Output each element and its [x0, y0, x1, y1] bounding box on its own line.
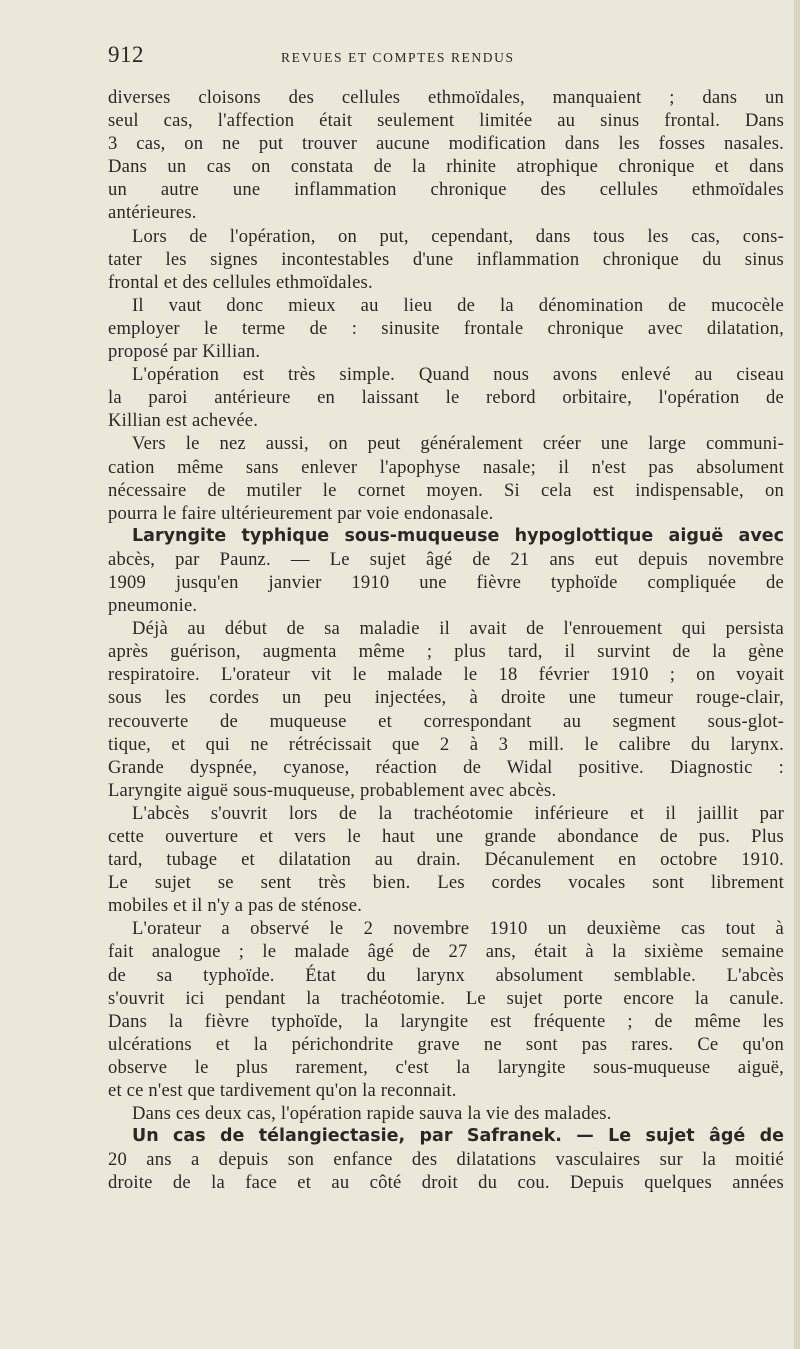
- page-edge: [794, 0, 800, 1349]
- text-line: 20 ans a depuis son enfance des dilatations vasculaires sur la moitié: [108, 1149, 784, 1171]
- text-line: frontal et des cellules ethmoïdales.: [108, 271, 373, 293]
- page-number: 912: [108, 42, 144, 67]
- text-line: seul cas, l'affection était seulement limitée au sinus frontal. Dans: [108, 110, 784, 132]
- text-line: proposé par Killian.: [108, 341, 261, 363]
- text-line: et ce n'est que tardivement qu'on la reconnait.: [108, 1080, 457, 1102]
- section-heading: Un cas de télangiectasie, par Safranek. — Le sujet âgé de: [132, 1126, 784, 1147]
- text-line: Il vaut donc mieux au lieu de la dénomination de mucocèle: [132, 294, 784, 316]
- text-line: Vers le nez aussi, on peut généralement créer une large communi-: [132, 433, 784, 455]
- text-line: sous les cordes un peu injectées, à droite une tumeur rouge-clair,: [108, 687, 784, 709]
- text-line: tater les signes incontestables d'une inflammation chronique du sinus: [108, 248, 784, 270]
- text-line: cette ouverture et vers le haut une grande abondance de pus. Plus: [108, 826, 784, 847]
- text-line: fait analogue ; le malade âgé de 27 ans, était à la sixième semaine: [108, 941, 784, 963]
- text-line: cation même sans enlever l'apophyse nasale; il n'est pas absolument: [108, 456, 784, 478]
- text-line: Dans un cas on constata de la rhinite atrophique chronique et dans: [108, 156, 784, 178]
- text-line: Le sujet se sent très bien. Les cordes vocales sont librement: [108, 872, 784, 894]
- text-line: diverses cloisons des cellules ethmoïdales, manquaient ; dans un: [108, 87, 784, 108]
- section-heading: Laryngite typhique sous-muqueuse hypoglottique aiguë avec: [132, 525, 784, 546]
- text-line: observe le plus rarement, c'est la laryngite sous-muqueuse aiguë,: [108, 1056, 784, 1078]
- text-line: L'orateur a observé le 2 novembre 1910 un deuxième cas tout à: [132, 918, 784, 940]
- text-line: respiratoire. L'orateur vit le malade le 18 février 1910 ; on voyait: [108, 664, 784, 686]
- text-line: L'opération est très simple. Quand nous avons enlevé au ciseau: [132, 364, 784, 386]
- text-line: tique, et qui ne rétrécissait que 2 à 3 mill. le calibre du larynx.: [108, 733, 784, 755]
- text-line: recouverte de muqueuse et correspondant au segment sous-glot-: [108, 710, 784, 732]
- page-header: [108, 42, 788, 72]
- running-title: REVUES ET COMPTES RENDUS: [281, 50, 515, 65]
- text-line: un autre une inflammation chronique des cellules ethmoïdales: [108, 179, 784, 201]
- text-line: ulcérations et la périchondrite grave ne sont pas rares. Ce qu'on: [108, 1033, 784, 1055]
- text-line: Dans ces deux cas, l'opération rapide sauva la vie des malades.: [132, 1103, 612, 1125]
- text-line: L'abcès s'ouvrit lors de la trachéotomie inférieure et il jaillit par: [132, 802, 784, 824]
- text-line: antérieures.: [108, 202, 197, 224]
- text-line: après guérison, augmenta même ; plus tard, il survint de la gène: [108, 641, 784, 663]
- text-line: employer le terme de : sinusite frontale chronique avec dilatation,: [108, 317, 784, 339]
- text-line: mobiles et il n'y a pas de sténose.: [108, 895, 363, 917]
- text-line: pourra le faire ultérieurement par voie endonasale.: [108, 502, 494, 524]
- text-line: pneumonie.: [108, 595, 198, 617]
- text-line: Grande dyspnée, cyanose, réaction de Widal positive. Diagnostic :: [108, 756, 784, 778]
- text-line: nécessaire de mutiler le cornet moyen. Si cela est indispensable, on: [108, 479, 784, 501]
- text-line: 3 cas, on ne put trouver aucune modification dans les fosses nasales.: [108, 133, 784, 155]
- text-line: de sa typhoïde. État du larynx absolument semblable. L'abcès: [108, 964, 784, 986]
- text-line: Dans la fièvre typhoïde, la laryngite est fréquente ; de même les: [108, 1010, 784, 1032]
- text-line: la paroi antérieure en laissant le rebord orbitaire, l'opération de: [108, 387, 784, 409]
- text-line: Lors de l'opération, on put, cependant, dans tous les cas, cons-: [132, 225, 784, 247]
- text-line: tard, tubage et dilatation au drain. Décanulement en octobre 1910.: [108, 849, 784, 871]
- text-line: abcès, par Paunz. — Le sujet âgé de 21 ans eut depuis novembre: [108, 548, 784, 570]
- text-line: s'ouvrit ici pendant la trachéotomie. Le sujet porte encore la canule.: [108, 987, 784, 1009]
- text-line: Déjà au début de sa maladie il avait de l'enrouement qui persista: [132, 618, 784, 640]
- text-line: Laryngite aiguë sous-muqueuse, probablement avec abcès.: [108, 779, 557, 801]
- text-line: 1909 jusqu'en janvier 1910 une fièvre typhoïde compliquée de: [108, 571, 784, 593]
- text-line: droite de la face et au côté droit du cou. Depuis quelques années: [108, 1172, 784, 1194]
- text-line: Killian est achevée.: [108, 410, 259, 432]
- body-text: [108, 86, 784, 1195]
